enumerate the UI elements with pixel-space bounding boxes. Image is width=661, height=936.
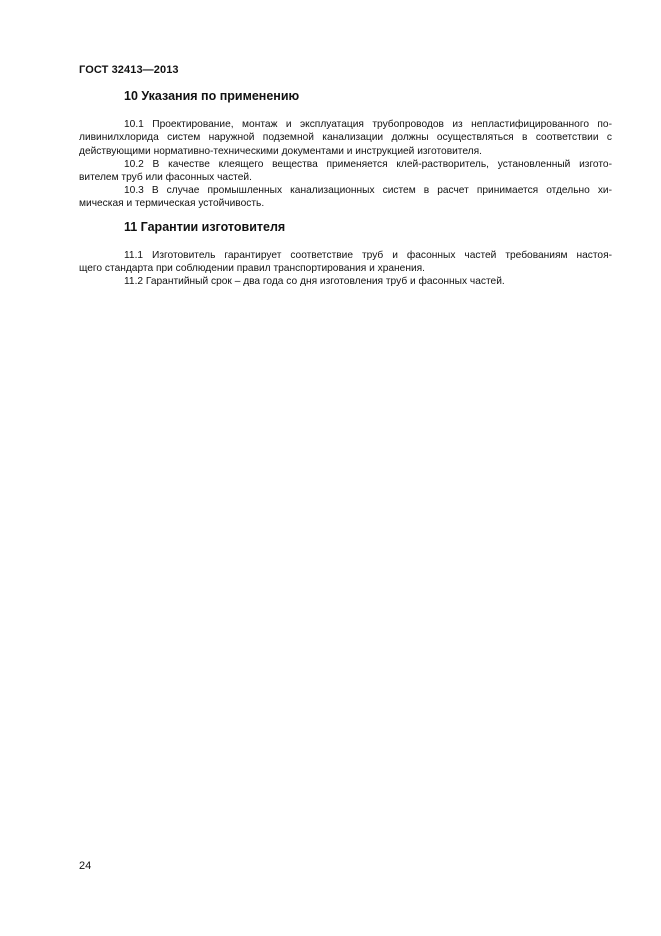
text-line: 10.1 Проектирование, монтаж и эксплуатация трубопроводов из непластифицированного по- [124, 119, 612, 130]
standard-code-header: ГОСТ 32413—2013 [79, 64, 179, 76]
text-line: мическая и термическая устойчивость. [79, 198, 265, 210]
text-line: действующими нормативно-техническими документами и инструкцией изготовителя. [79, 145, 482, 157]
page-number: 24 [79, 860, 92, 872]
paragraph-11-2 [79, 275, 612, 288]
text-line: 11.1 Изготовитель гарантирует соответствие труб и фасонных частей требованиям настоя- [124, 250, 612, 261]
text-line: 10.3 В случае промышленных канализационных систем в расчет принимается отдельно хи- [124, 185, 612, 196]
text-line: щего стандарта при соблюдении правил транспортирования и хранения. [79, 263, 426, 275]
section-title: 10 Указания по применению [124, 89, 300, 103]
paragraph-10-3 [79, 184, 612, 211]
paragraph-11-1 [79, 249, 612, 276]
text-line: вителем труб или фасонных частей. [79, 172, 252, 184]
section-title: 11 Гарантии изготовителя [124, 220, 286, 234]
text-line: 10.2 В качестве клеящего вещества применяется клей-растворитель, установленный изгото- [124, 159, 612, 170]
paragraph-10-2 [79, 158, 612, 185]
text-line: 11.2 Гарантийный срок – два года со дня изготовления труб и фасонных частей. [124, 276, 505, 287]
text-line: ливинилхлорида систем наружной подземной канализации должны осуществляться в соответствии с [79, 132, 612, 144]
paragraph-10-1 [79, 118, 612, 158]
